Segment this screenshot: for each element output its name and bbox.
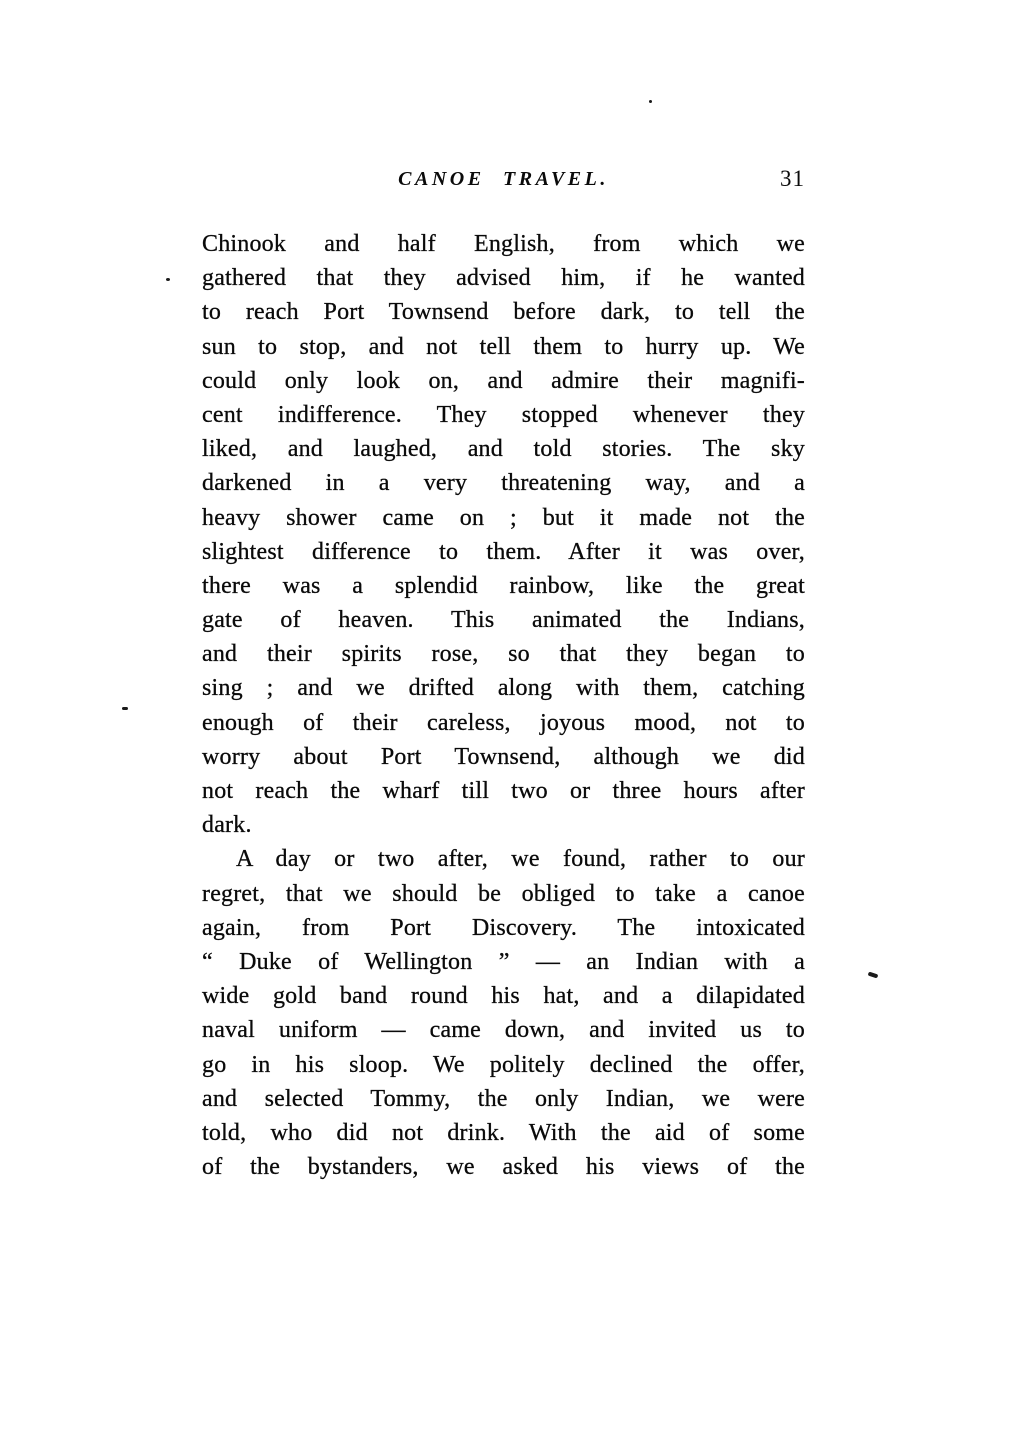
text-line: told, who did not drink. With the aid of some (202, 1119, 805, 1146)
scan-speck (122, 707, 128, 710)
text-line: gathered that they advised him, if he wanted (202, 265, 805, 292)
text-line: “ Duke of Wellington ” — an Indian with a (202, 948, 805, 975)
text-line: not reach the wharf till two or three hours after (202, 778, 805, 804)
text-line: and selected Tommy, the only Indian, we were (202, 1085, 805, 1112)
text-line: Chinook and half English, from which we (202, 231, 805, 257)
body-text (202, 227, 805, 1184)
text-line: again, from Port Discovery. The intoxicated (202, 914, 805, 941)
text-line: regret, that we should be obliged to take a canoe (202, 880, 805, 907)
text-line: gate of heaven. This animated the Indians, (202, 607, 805, 634)
text-line: cent indifference. They stopped whenever they (202, 401, 805, 428)
text-line: could only look on, and admire their magnifi- (202, 367, 805, 394)
text-line: go in his sloop. We politely declined the offer, (202, 1051, 805, 1078)
page-number: 31 (780, 166, 805, 191)
scan-speck (166, 278, 170, 281)
text-line: of the bystanders, we asked his views of the (202, 1154, 805, 1181)
text-line: heavy shower came on ; but it made not the (202, 504, 805, 531)
chapter-running-title: CANOE TRAVEL. (398, 168, 609, 190)
text-line: naval uniform — came down, and invited us to (202, 1017, 805, 1044)
text-line: sun to stop, and not tell them to hurry up. We (202, 333, 805, 360)
text-line: slightest difference to them. After it was over, (202, 538, 805, 565)
text-line-paragraph-start: A day or two after, we found, rather to our (236, 846, 805, 873)
text-line: liked, and laughed, and told stories. The sky (202, 436, 805, 463)
text-line: wide gold band round his hat, and a dilapidated (202, 983, 805, 1010)
scan-speck (868, 972, 879, 979)
text-line-paragraph-end: dark. (202, 812, 252, 839)
text-line: there was a splendid rainbow, like the great (202, 572, 805, 599)
running-header (202, 168, 805, 198)
text-line: darkened in a very threatening way, and a (202, 470, 805, 497)
text-line: and their spirits rose, so that they began to (202, 641, 805, 668)
text-line: enough of their careless, joyous mood, not to (202, 709, 805, 736)
text-line: to reach Port Townsend before dark, to tell the (202, 299, 805, 326)
scan-speck (649, 100, 652, 103)
text-line: sing ; and we drifted along with them, catching (202, 675, 805, 702)
text-line: worry about Port Townsend, although we did (202, 743, 805, 770)
